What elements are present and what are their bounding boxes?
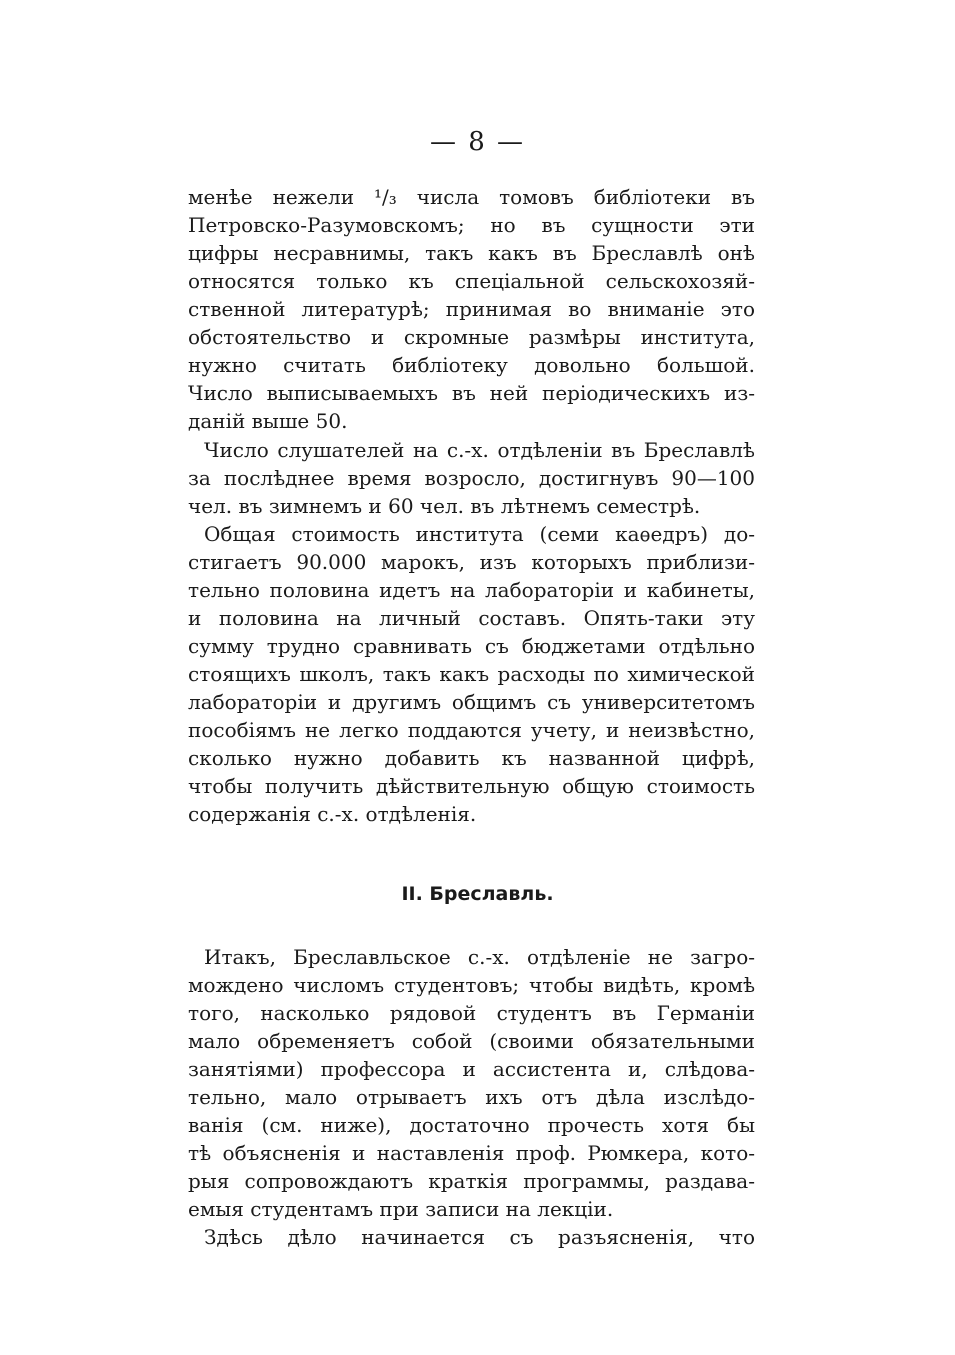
text-line: менѣе нежели ¹/₃ числа томовъ библіотеки въ	[188, 185, 755, 209]
text-line: содержанія с.-х. отдѣленія.	[188, 802, 477, 826]
text-line: чтобы получить дѣйствительную общую стоимость	[188, 774, 755, 798]
text-line: сколько нужно добавить къ названной цифрѣ,	[188, 746, 755, 770]
text-line: тельно, мало отрываетъ ихъ отъ дѣла изслѣдо-	[188, 1085, 755, 1109]
text-line: тельно половина идетъ на лабораторіи и кабинеты,	[188, 578, 755, 602]
text-line: мождено числомъ студентовъ; чтобы видѣть, кромѣ	[188, 973, 755, 997]
paragraph-students	[188, 436, 755, 520]
paragraph-cost	[188, 520, 755, 828]
text-line: сумму трудно сравнивать съ бюджетами отдѣльно	[188, 634, 755, 658]
text-line: ственной литературѣ; принимая во вниманіе это	[188, 297, 755, 321]
text-line: и половина на личный составъ. Опять-таки эту	[188, 606, 755, 630]
text-line: Итакъ, Бреславльское с.-х. отдѣленіе не загро-	[204, 945, 755, 969]
text-line: стигаетъ 90.000 марокъ, изъ которыхъ приблизи-	[188, 550, 755, 574]
text-line: Число выписываемыхъ въ ней періодическихъ из-	[188, 381, 755, 405]
text-line: относятся только къ спеціальной сельскохозяй-	[188, 269, 755, 293]
text-line: мало обременяетъ собой (своими обязательными	[188, 1029, 755, 1053]
text-line: обстоятельство и скромные размѣры института,	[188, 325, 755, 349]
text-line: Общая стоимость института (семи каѳедръ) до-	[204, 522, 755, 546]
text-line: за послѣднее время возросло, достигнувъ 90—100	[188, 466, 755, 490]
paragraph-explanation	[188, 1223, 755, 1251]
text-line: лабораторіи и другимъ общимъ съ университетомъ	[188, 690, 755, 714]
text-line: ванія (см. ниже), достаточно прочесть хотя бы	[188, 1113, 755, 1137]
text-line: занятіями) профессора и ассистента и, слѣдова-	[188, 1057, 755, 1081]
text-line: чел. въ зимнемъ и 60 чел. въ лѣтнемъ семестрѣ.	[188, 494, 701, 518]
text-line: Здѣсь дѣло начинается съ разъясненія, что	[204, 1225, 755, 1249]
paragraph-breslau	[188, 943, 755, 1223]
text-line: того, насколько рядовой студентъ въ Германіи	[188, 1001, 755, 1025]
text-line: цифры несравнимы, такъ какъ въ Бреславлѣ онѣ	[188, 241, 755, 265]
text-line: Петровско-Разумовскомъ; но въ сущности эти	[188, 213, 755, 237]
text-line: емыя студентамъ при записи на лекціи.	[188, 1197, 614, 1221]
text-line: нужно считать библіотеку довольно большой.	[188, 353, 755, 377]
section-heading: II. Бреславль.	[401, 883, 554, 905]
text-line: пособіямъ не легко поддаются учету, и неизвѣстно,	[188, 718, 755, 742]
text-line: тѣ объясненія и наставленія проф. Рюмкера, кото-	[188, 1141, 755, 1165]
text-line: стоящихъ школъ, такъ какъ расходы по химической	[188, 662, 755, 686]
page-number: — 8 —	[429, 127, 526, 157]
text-line: даній выше 50.	[188, 409, 348, 433]
paragraph-library	[188, 183, 755, 435]
text-line: Число слушателей на с.-х. отдѣленіи въ Бреславлѣ	[204, 438, 755, 462]
text-line: рыя сопровождаютъ краткія программы, раздава-	[188, 1169, 755, 1193]
